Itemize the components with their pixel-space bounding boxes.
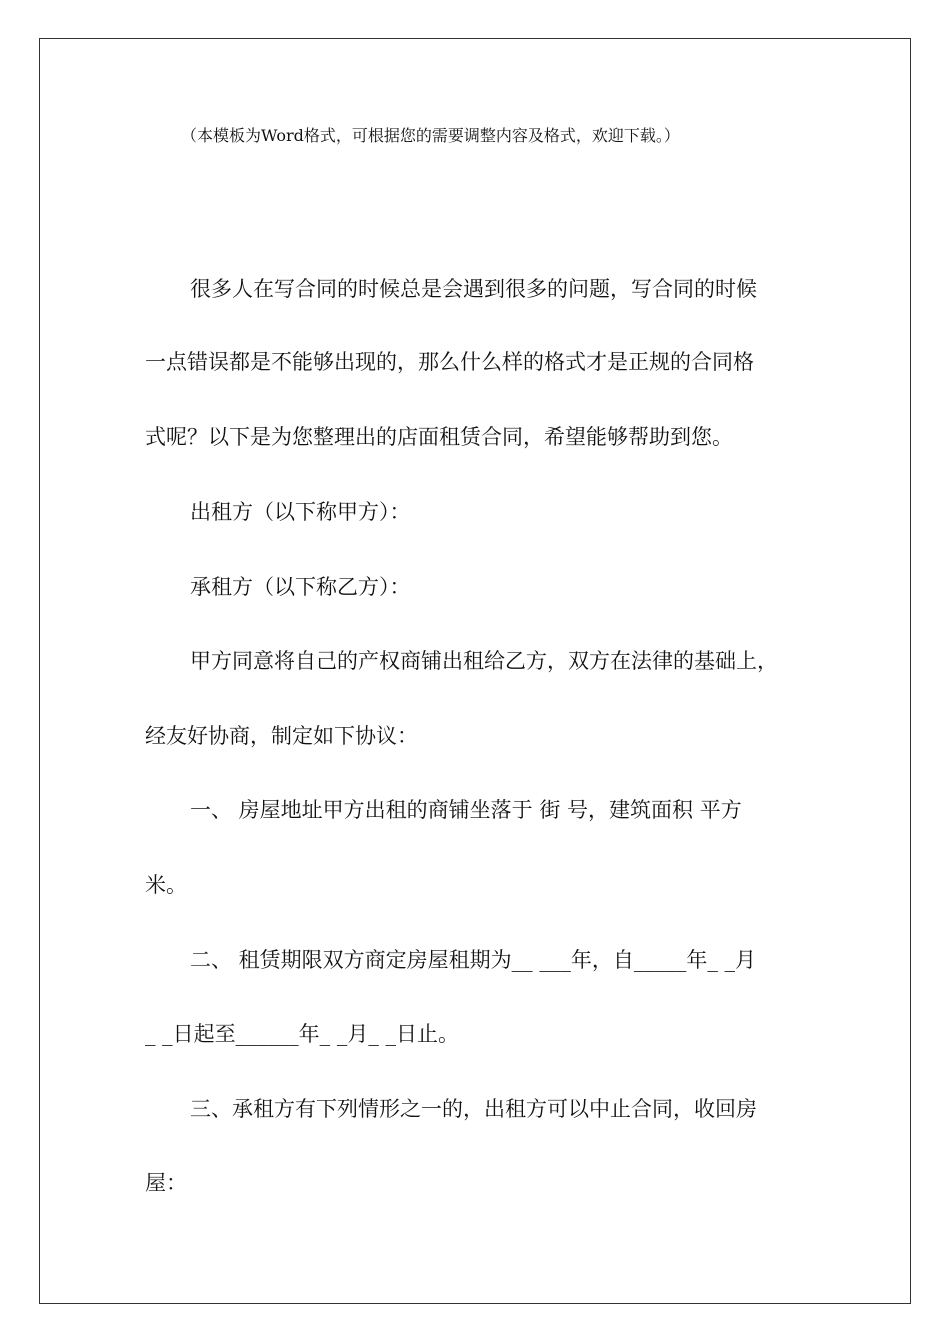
paragraph-line: 经友好协商，制定如下协议： bbox=[145, 724, 418, 748]
paragraph-line: 很多人在写合同的时候总是会遇到很多的问题，写合同的时候 bbox=[190, 277, 757, 301]
paragraph-line: 甲方同意将自己的产权商铺出租给乙方，双方在法律的基础上， bbox=[190, 649, 778, 673]
lessee-line: 承租方（以下称乙方）： bbox=[190, 575, 411, 599]
clause-2-line: 二、 租赁期限双方商定房屋租期为__ ___年，自_____年_ _月 bbox=[190, 948, 757, 972]
clause-1-line: 一、 房屋地址甲方出租的商铺坐落于 街 号，建筑面积 平方 bbox=[190, 798, 742, 822]
clause-3-line: 三、承租方有下列情形之一的，出租方可以中止合同，收回房 bbox=[190, 1097, 757, 1121]
paragraph-line: 式呢？以下是为您整理出的店面租赁合同，希望能够帮助到您。 bbox=[145, 425, 733, 449]
clause-1-line: 米。 bbox=[145, 873, 187, 897]
paragraph-line: 一点错误都是不能够出现的，那么什么样的格式才是正规的合同格 bbox=[145, 350, 754, 374]
clause-2-line: _ _日起至______年_ _月_ _日止。 bbox=[145, 1022, 460, 1046]
template-note: （本模板为Word格式，可根据您的需要调整内容及格式，欢迎下载。） bbox=[181, 126, 680, 145]
clause-3-line: 屋： bbox=[145, 1171, 187, 1195]
lessor-line: 出租方（以下称甲方）： bbox=[190, 500, 411, 524]
